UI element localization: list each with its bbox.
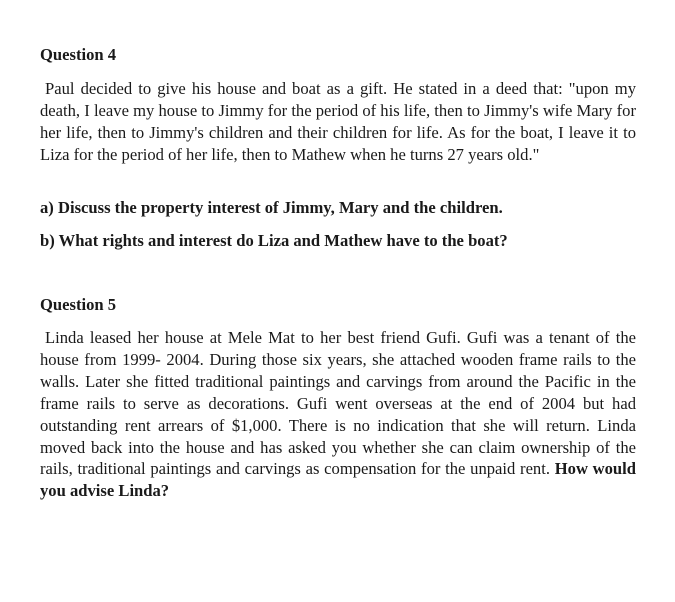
question-5-body-text: Linda leased her house at Mele Mat to her best friend Gufi. Gufi was a tenant of the house from 1999- 2004. During those six years, she attached wooden frame rails to the walls. Later she fitted traditional paintings and carvings from around the Pacific in the frame rails to serve as decorations. Gufi went overseas at the end of 2004 but had outstanding rent arrears of $1,000. There is no indication that she will return. Linda moved back into the house and has asked you whether she can claim ownership of the rails, traditional paintings and carvings as compensation for the unpaid rent. bbox=[40, 328, 636, 479]
question-4-heading: Question 4 bbox=[40, 45, 117, 64]
question-4-body: Paul decided to give his house and boat as a gift. He stated in a deed that: "upon my death, I leave my house to Jimmy for the period of his life, then to Jimmy's wife Mary for her life, then to Jimmy's children and their children for life. As for the boat, I leave it to Liza for the period of her life, then to Mathew when he turns 27 years old." bbox=[40, 79, 636, 164]
question-5-body bbox=[40, 327, 636, 502]
question-5-prompt: How would you advise Linda? bbox=[40, 459, 637, 501]
question-4-part-b: b) What rights and interest do Liza and Mathew have to the boat? bbox=[40, 231, 508, 250]
question-4-part-a: a) Discuss the property interest of Jimmy, Mary and the children. bbox=[40, 198, 503, 217]
question-5-heading: Question 5 bbox=[40, 295, 117, 314]
